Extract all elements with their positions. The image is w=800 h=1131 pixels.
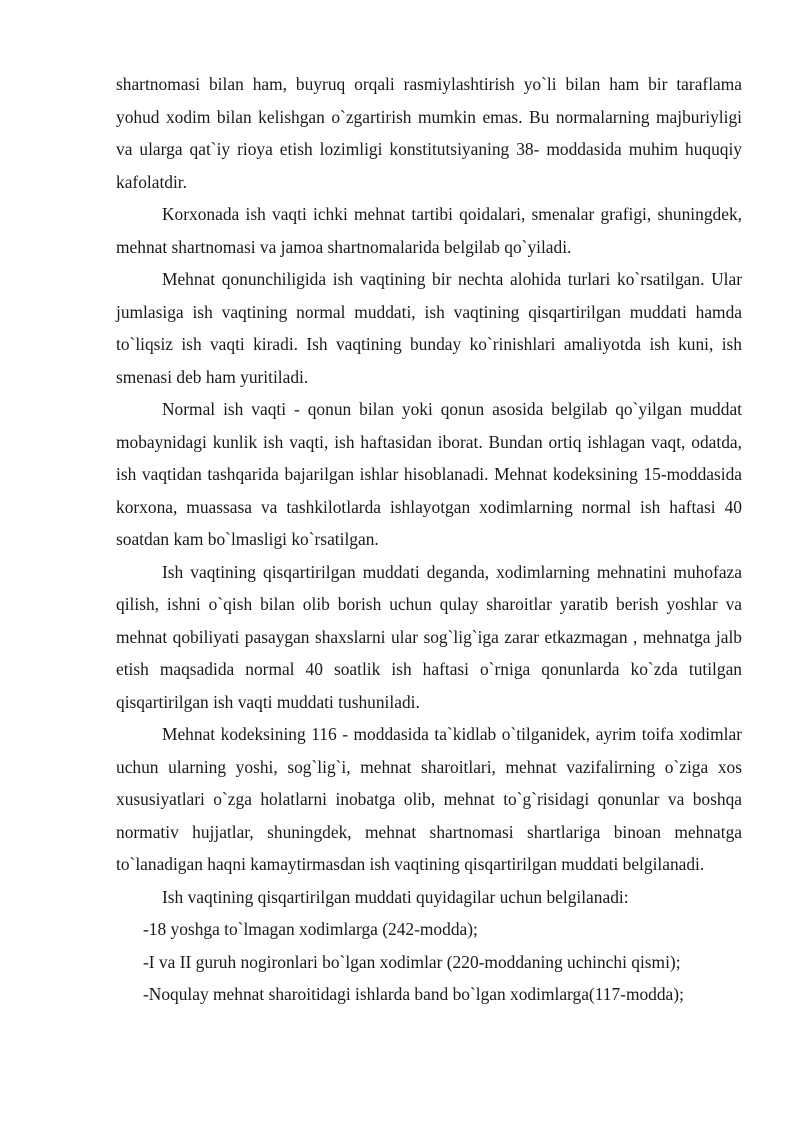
list-item-3: -Noqulay mehnat sharoitidagi ishlarda band bo`lgan xodimlarga(117-modda);	[143, 984, 684, 1004]
list-item-1: -18 yoshga to`lmagan xodimlarga (242-modda);	[143, 919, 478, 939]
document-page	[116, 68, 742, 1011]
paragraph-2: Korxonada ish vaqti ichki mehnat tartibi qoidalari, smenalar grafigi, shuningdek, mehnat shartnomasi va jamoa shartnomalarida belgilab qo`yiladi.	[116, 204, 742, 257]
list-item-2: -I va II guruh nogironlari bo`lgan xodimlar (220-moddaning uchinchi qismi);	[143, 951, 681, 972]
paragraph-3: Mehnat qonunchiligida ish vaqtining bir nechta alohida turlari ko`rsatilgan. Ular jumlasiga ish vaqtining normal muddati, ish vaqtining qisqartirilgan muddati hamda to`liqsiz ish vaqti kiradi. Ish vaqtining bunday ko`rinishlari amaliyotda ish kuni, ish smenasi deb ham yuritiladi.	[116, 269, 742, 387]
paragraph-7: Ish vaqtining qisqartirilgan muddati quyidagilar uchun belgilanadi:	[162, 886, 629, 907]
paragraph-4: Normal ish vaqti - qonun bilan yoki qonun asosida belgilab qo`yilgan muddat mobaynidagi kunlik ish vaqti, ish haftasidan iborat. Bundan ortiq ishlagan vaqt, odatda, ish vaqtidan tashqarida bajarilgan ishlar hisoblanadi. Mehnat kodeksining 15-moddasida korxona, muassasa va tashkilotlarda ishlayotgan xodimlarning normal ish haftasi 40 soatdan kam bo`lmasligi ko`rsatilgan.	[116, 399, 742, 549]
paragraph-6: Mehnat kodeksining 116 - moddasida ta`kidlab o`tilganidek, ayrim toifa xodimlar uchun ularning yoshi, sog`lig`i, mehnat sharoitlari, mehnat vazifalirning o`ziga xos xususiyatlari o`zga holatlarni inobatga olib, mehnat to`g`risidagi qonunlar va boshqa normativ hujjatlar, shuningdek, mehnat shartnomasi shartlariga binoan mehnatga to`lanadigan haqni kamaytirmasdan ish vaqtining qisqartirilgan muddati belgilanadi.	[116, 724, 742, 874]
paragraph-5: Ish vaqtining qisqartirilgan muddati deganda, xodimlarning mehnatini muhofaza qilish, ishni o`qish bilan olib borish uchun qulay sharoitlar yaratib berish yoshlar va mehnat qobiliyati pasaygan shaxslarni ular sog`lig`iga zarar etkazmagan , mehnatga jalb etish maqsadida normal 40 soatlik ish haftasi o`rniga qonunlarda ko`zda tutilgan qisqartirilgan ish vaqti muddati tushuniladi.	[116, 561, 742, 712]
paragraph-1: shartnomasi bilan ham, buyruq orqali rasmiylashtirish yo`li bilan ham bir taraflama yohud xodim bilan kelishgan o`zgartirish mumkin emas. Bu normalarning majburiyligi va ularga qat`iy rioya etish lozimligi konstitutsiyaning 38- moddasida muhim huquqiy kafolatdir.	[116, 74, 742, 192]
